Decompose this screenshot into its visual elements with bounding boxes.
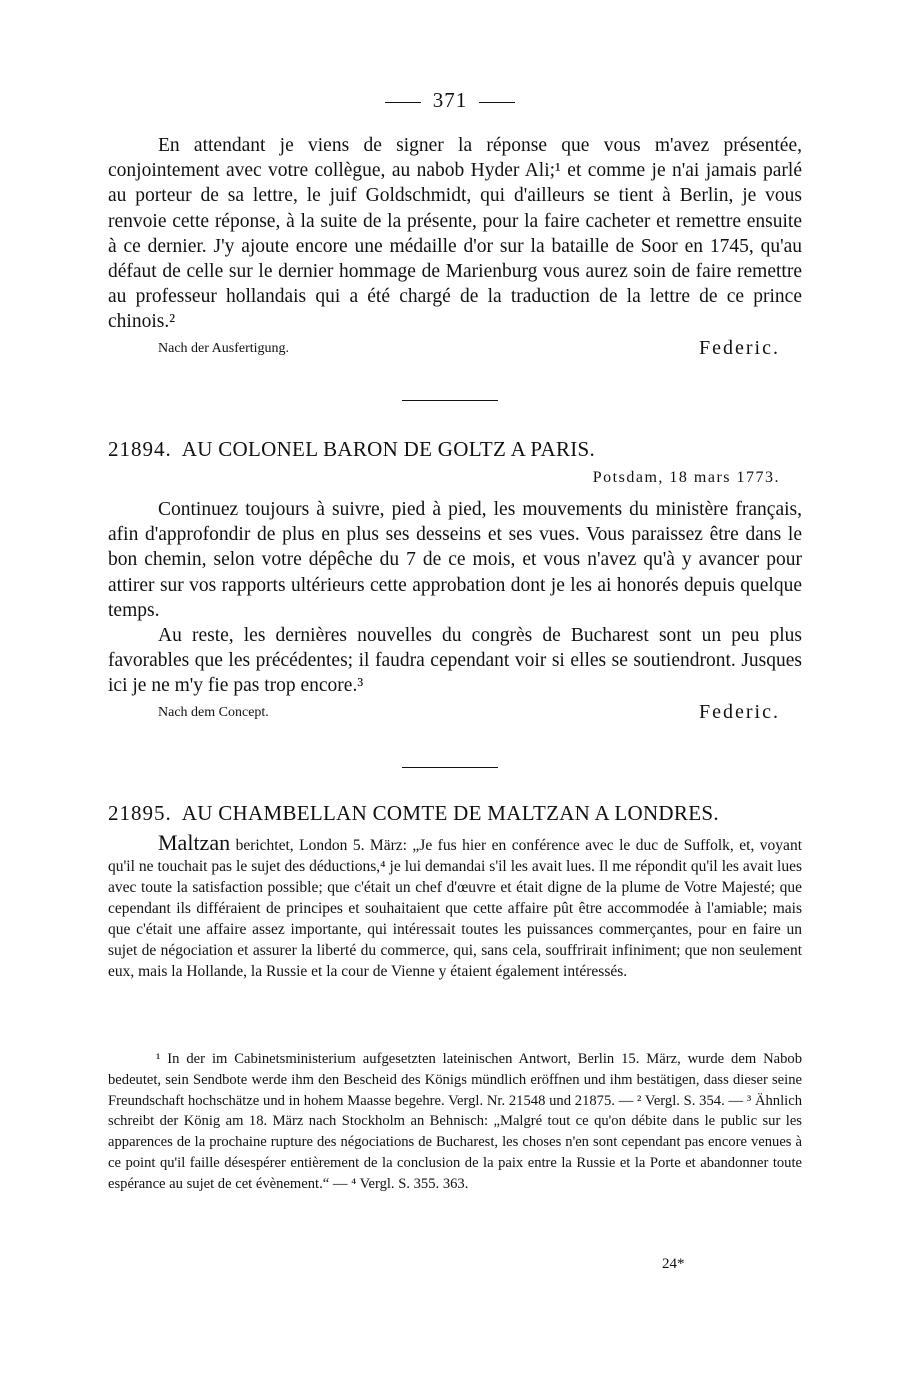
letter-21895-summary-block xyxy=(108,832,802,982)
footnotes-text: ¹ In der im Cabinetsministerium aufgesetzten lateinischen Antwort, Berlin 15. März, wurde dem Nabob bedeutet, sein Sendbote werde ihm den Bescheid des Königs mündlich eröffnen und ihm bestätigen, dass dieser seine Freundschaft hochschätze und in hohem Maasse begehre. Vergl. Nr. 21548 und 21875. — ² Vergl. S. 354. — ³ Ähnlich schreibt der König am 18. März nach Stockholm an Behnisch: „Malgré tout ce qu'on débite dans le public sur les apparences de la prochaine rupture des négociations de Bucharest, les choses n'en sont cependant pas encore venues à ce point qu'il faille désespérer entièrement de la conclusion de la paix entre la Russie et la Porte et abandonner toute espérance au sujet de cet évènement.“ — ⁴ Vergl. S. 355. 363. xyxy=(108,1051,802,1192)
source-note: Nach der Ausfertigung. xyxy=(158,340,290,356)
letter-21893-continuation xyxy=(108,133,802,363)
letter-title: AU CHAMBELLAN COMTE DE MALTZAN A LONDRES. xyxy=(181,801,719,825)
page-number-dash-right xyxy=(479,102,515,103)
letter-title: AU COLONEL BARON DE GOLTZ A PARIS. xyxy=(181,437,596,461)
summary-lead: Maltzan xyxy=(158,830,231,855)
letter-21894-dateline: Potsdam, 18 mars 1773. xyxy=(592,469,780,486)
footnotes xyxy=(108,1049,802,1195)
letter-21894-heading xyxy=(108,437,802,462)
letter-21893-closing xyxy=(108,337,802,363)
letter-21894-paragraph-2: Au reste, les dernières nouvelles du congrès de Bucharest sont un peu plus favorables que les précédentes; il faudra cependant voir si elles se soutiendront. Jusques ici je ne m'y fie pas trop encore.³ xyxy=(108,625,802,697)
page-number-dash-left xyxy=(385,102,421,103)
letter-21895-heading xyxy=(108,801,802,826)
letter-number: 21894. xyxy=(108,437,172,461)
letter-21895-summary xyxy=(108,832,802,982)
page-number: 371 xyxy=(0,88,900,113)
signature: Federic. xyxy=(699,336,780,359)
signature-mark: 24* xyxy=(662,1256,685,1272)
letter-21894-paragraph-1: Continuez toujours à suivre, pied à pied, les mouvements du ministère français, afin d'approfondir de plus en plus ses desseins et ses vues. Vous paraissez être dans le bon chemin, selon votre dépêche du 7 de ce mois, et vous n'avez qu'à y avancer pour attirer sur vos rapports ultérieurs cette approbation dont je les ai honorés depuis quelque temps. xyxy=(108,499,802,621)
letter-21894-closing xyxy=(108,701,802,727)
letter-21894-body xyxy=(108,497,802,727)
section-divider xyxy=(402,767,498,768)
summary-text: berichtet, London 5. März: „Je fus hier en conférence avec le duc de Suffolk, et, voyant qu'il ne touchait pas le sujet des déductions,⁴ je lui demandai s'il les avait lues. Il me répondit qu'il les avait lues avec toute la satisfaction possible; que c'était un chef d'œuvre et était digne de la plume de Votre Majesté; que cependant ils différaient de principes et souhaitaient que cette affaire pût être accommodée à l'amiable; mais que c'était une affaire assez importante, qui intéressait toutes les puissances commerçantes, pour en faire un sujet de négociation et assurer la liberté du commerce, qui, sans cela, souffrirait infiniment; que non seulement eux, mais la Hollande, la Russie et la cour de Vienne y étaient également intéressés. xyxy=(108,837,802,980)
section-divider xyxy=(402,400,498,401)
signature: Federic. xyxy=(699,700,780,723)
letter-21893-body: En attendant je viens de signer la réponse que vous m'avez présentée, conjointement avec votre collègue, au nabob Hyder Ali;¹ et comme je n'ai jamais parlé au porteur de sa lettre, le juif Goldschmidt, qui d'ailleurs se tient à Berlin, je vous renvoie cette réponse, à la suite de la présente, pour la faire cacheter et remettre ensuite à ce dernier. J'y ajoute encore une médaille d'or sur la bataille de Soor en 1745, qu'au défaut de celle sur le dernier hommage de Marienburg vous aurez soin de faire remettre au professeur hollandais qui a été chargé de la traduction de la lettre de ce prince chinois.² xyxy=(108,135,802,333)
letter-number: 21895. xyxy=(108,801,172,825)
source-note: Nach dem Concept. xyxy=(158,704,269,720)
